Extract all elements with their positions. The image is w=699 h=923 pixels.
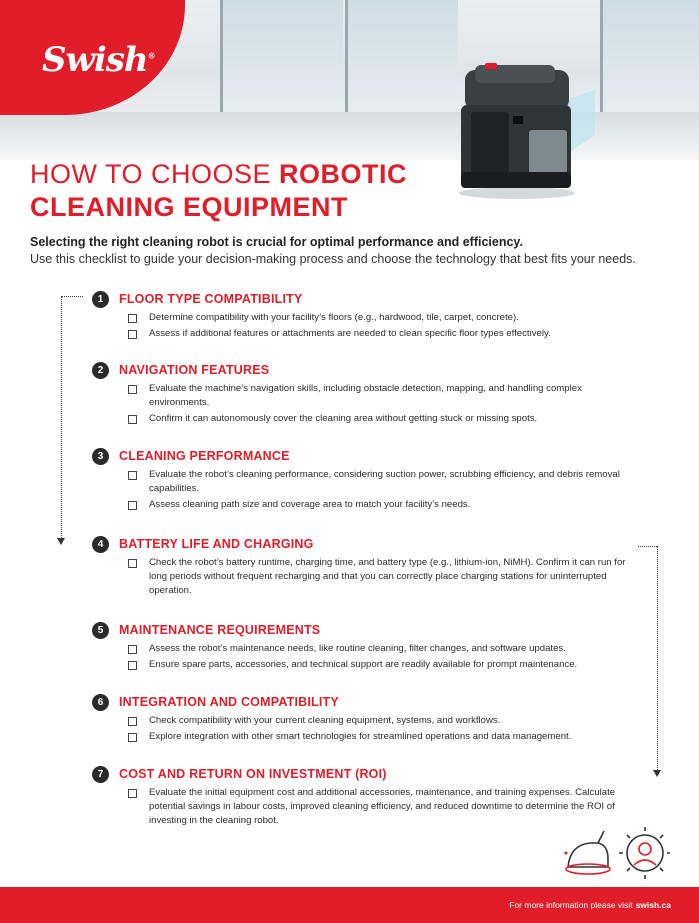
checklist-item	[128, 382, 637, 410]
checklist-item	[128, 498, 637, 512]
checklist-item-text: Assess the robot’s maintenance needs, like routine cleaning, filter changes, and software updates.	[149, 643, 566, 654]
flow-connector	[61, 296, 62, 544]
section-header	[92, 447, 637, 465]
step-number-badge: 3	[92, 448, 109, 465]
checkbox[interactable]	[128, 415, 137, 424]
checkbox[interactable]	[128, 789, 137, 798]
checklist-section	[92, 447, 637, 515]
checklist	[128, 786, 637, 829]
checklist-section	[92, 535, 637, 601]
footer-bar	[0, 887, 699, 923]
checklist-item-text: Confirm it can autonomously cover the cleaning area without getting stuck or missing spots.	[149, 413, 538, 425]
checklist-item	[128, 327, 637, 341]
checklist	[128, 311, 637, 341]
intro-lead: Selecting the right cleaning robot is crucial for optimal performance and efficiency.	[30, 235, 523, 249]
checkbox[interactable]	[128, 717, 137, 726]
step-number-badge: 6	[92, 694, 109, 711]
checkbox[interactable]	[128, 330, 137, 339]
checklist-item	[128, 468, 637, 496]
checklist	[128, 556, 637, 599]
arrow-down-icon	[653, 770, 661, 777]
checklist-item	[128, 786, 637, 829]
checkbox[interactable]	[128, 559, 137, 568]
floor-scrubber-icon	[565, 831, 611, 874]
flow-connector	[638, 546, 657, 547]
step-number-badge: 7	[92, 766, 109, 783]
window-panel	[600, 0, 699, 120]
section-header	[92, 693, 637, 711]
checklist-item-text: Explore integration with other smart technologies for streamlined operations and data management.	[149, 731, 572, 743]
footer-link[interactable]: swish.ca	[635, 900, 671, 910]
flow-connector	[61, 296, 83, 297]
window-panel	[220, 0, 343, 120]
checklist-item-text: Assess cleaning path size and coverage area to match your facility’s needs.	[149, 499, 471, 511]
checklist-item-text: Check compatibility with your current cleaning equipment, systems, and workflows.	[149, 715, 501, 726]
checklist-section	[92, 693, 637, 746]
arrow-down-icon	[57, 538, 65, 545]
checklist	[128, 714, 637, 744]
footer-text: For more information please visit	[509, 900, 633, 910]
section-header	[92, 535, 637, 553]
checkbox[interactable]	[128, 661, 137, 670]
section-title: BATTERY LIFE AND CHARGING	[119, 537, 314, 551]
section-header	[92, 361, 637, 379]
checklist-item	[128, 642, 637, 656]
step-number-badge: 4	[92, 536, 109, 553]
page-title: HOW TO CHOOSE ROBOTIC CLEANING EQUIPMENT	[30, 159, 408, 222]
checklist-section	[92, 621, 637, 674]
section-title: COST AND RETURN ON INVESTMENT (ROI)	[119, 767, 387, 781]
checklist-item-text: Evaluate the initial equipment cost and additional accessories, maintenance, and training expenses. Calculate potential savings in labour costs, improved cleaning efficiency, and reduced downtime to determine the ROI of investing in the cleaning robot.	[149, 787, 616, 827]
checklist-item-text: Determine compatibility with your facility’s floors (e.g., hardwood, tile, carpet, concrete).	[149, 312, 519, 323]
section-title: FLOOR TYPE COMPATIBILITY	[119, 292, 303, 306]
checkbox[interactable]	[128, 733, 137, 742]
section-header	[92, 765, 637, 783]
intro-text	[30, 234, 680, 268]
checkbox[interactable]	[128, 501, 137, 510]
checklist-item-text: Check the robot’s battery runtime, charging time, and battery type (e.g., lithium-ion, NiMH). Confirm it can run for long periods without frequent recharging and that you can correctly place charging stations for uninterrupted operation.	[149, 557, 626, 597]
checkbox[interactable]	[128, 645, 137, 654]
checklist-item	[128, 311, 637, 325]
checklist-item	[128, 730, 637, 744]
checklist-item	[128, 658, 637, 672]
checklist-section	[92, 290, 637, 343]
step-number-badge: 2	[92, 362, 109, 379]
robot-maintenance-icons	[560, 825, 670, 881]
checklist-item	[128, 714, 637, 728]
checkbox[interactable]	[128, 471, 137, 480]
checklist-section	[92, 765, 637, 831]
flow-connector	[657, 546, 658, 774]
step-number-badge: 1	[92, 291, 109, 308]
section-title: CLEANING PERFORMANCE	[119, 449, 290, 463]
checklist-section	[92, 361, 637, 429]
section-title: NAVIGATION FEATURES	[119, 363, 270, 377]
checklist-item-text: Assess if additional features or attachments are needed to clean specific floor types effectively.	[149, 328, 551, 340]
step-number-badge: 5	[92, 622, 109, 639]
checklist-item-text: Evaluate the robot’s cleaning performance, considering suction power, scrubbing efficiency, and debris removal capabilities.	[149, 469, 620, 495]
section-title: MAINTENANCE REQUIREMENTS	[119, 623, 321, 637]
checklist	[128, 642, 637, 672]
cleaning-robot-image	[455, 60, 595, 200]
swish-logo[interactable]: Swish®	[42, 40, 155, 80]
checklist-item	[128, 556, 637, 599]
section-header	[92, 290, 637, 308]
checklist-item-text: Ensure spare parts, accessories, and technical support are readily available for prompt maintenance.	[149, 659, 578, 671]
checklist	[128, 382, 637, 427]
window-panel	[345, 0, 458, 120]
checkbox[interactable]	[128, 385, 137, 394]
section-title: INTEGRATION AND COMPATIBILITY	[119, 695, 339, 709]
gear-person-icon	[619, 827, 670, 879]
checklist-item	[128, 412, 637, 426]
checkbox[interactable]	[128, 314, 137, 323]
checklist	[128, 468, 637, 513]
checklist-item-text: Evaluate the machine’s navigation skills, including obstacle detection, mapping, and handling complex environments.	[149, 383, 582, 409]
section-header	[92, 621, 637, 639]
intro-subtext: Use this checklist to guide your decision-making process and choose the technology that best fits your needs.	[30, 252, 636, 266]
